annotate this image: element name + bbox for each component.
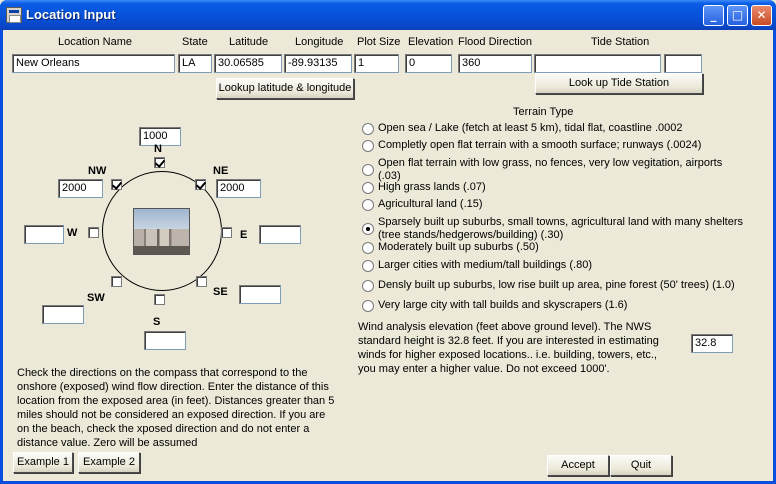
- location-name-label: Location Name: [58, 36, 132, 48]
- southeast-checkbox[interactable]: [196, 276, 207, 287]
- terrain-radio-6[interactable]: [362, 223, 374, 235]
- terrain-radio-10[interactable]: [362, 300, 374, 312]
- terrain-option-label[interactable]: [378, 241, 539, 254]
- southeast-label: SE: [213, 286, 228, 298]
- window-title: Location Input: [26, 7, 116, 22]
- longitude-label: Longitude: [295, 36, 344, 48]
- east-distance-input[interactable]: [259, 225, 301, 244]
- state-input[interactable]: LA: [178, 54, 212, 73]
- terrain-option-line: Very large city with tall builds and skyscrapers (1.6): [378, 299, 628, 311]
- latitude-label: Latitude: [229, 36, 269, 48]
- wind-elevation-input[interactable]: 32.8: [691, 334, 733, 353]
- tide-station-label: Tide Station: [591, 36, 650, 48]
- wind-note-line: Wind analysis elevation (feet above ground level). The NWS: [358, 321, 652, 333]
- maximize-icon: □: [731, 8, 744, 22]
- terrain-radio-2[interactable]: [362, 140, 374, 152]
- instruction-line: on the beach, check the xposed direction and do not enter a: [17, 423, 310, 435]
- terrain-option-line: Moderately built up suburbs (.50): [378, 241, 539, 253]
- lookup-lat-long-button[interactable]: Lookup latitude & longitude: [216, 78, 354, 99]
- west-distance-input[interactable]: [24, 225, 64, 244]
- minimize-icon: _: [710, 8, 717, 22]
- north-distance-input[interactable]: 1000: [139, 127, 181, 146]
- terrain-option-label[interactable]: [378, 122, 683, 135]
- tide-station-code-input[interactable]: [664, 54, 702, 73]
- north-label: N: [154, 143, 162, 155]
- terrain-option-label[interactable]: [378, 279, 735, 292]
- terrain-option-line: (tree stands/hedgerows/building) (.30): [378, 229, 564, 241]
- instruction-line: location from the exposed area (in feet). Distances greater than 5: [17, 395, 335, 407]
- close-button[interactable]: [751, 5, 772, 26]
- southwest-label: SW: [87, 292, 105, 304]
- north-checkbox[interactable]: [154, 157, 165, 168]
- example-2-button[interactable]: Example 2: [78, 452, 140, 473]
- northeast-checkbox[interactable]: [195, 179, 206, 190]
- app-icon: [6, 7, 22, 23]
- terrain-option-line: Sparsely built up suburbs, small towns, agricultural land with many shelters: [378, 216, 743, 228]
- terrain-option-line: High grass lands (.07): [378, 181, 486, 193]
- state-label: State: [182, 36, 208, 48]
- wind-note-line: winds for higher exposed locations.. i.e. building, towers, etc.,: [358, 349, 657, 361]
- terrain-option-label[interactable]: [378, 259, 592, 272]
- terrain-radio-5[interactable]: [362, 199, 374, 211]
- south-distance-input[interactable]: [144, 331, 186, 350]
- southwest-checkbox[interactable]: [111, 276, 122, 287]
- terrain-radio-9[interactable]: [362, 280, 374, 292]
- northeast-distance-input[interactable]: 2000: [216, 179, 261, 198]
- northwest-distance-input[interactable]: 2000: [58, 179, 103, 198]
- terrain-option-label[interactable]: [378, 198, 483, 211]
- northeast-label: NE: [213, 165, 229, 177]
- terrain-radio-8[interactable]: [362, 260, 374, 272]
- longitude-input[interactable]: -89.93135: [284, 54, 352, 73]
- terrain-type-heading: Terrain Type: [513, 106, 574, 118]
- terrain-radio-3[interactable]: [362, 164, 374, 176]
- elevation-input[interactable]: 0: [405, 54, 452, 73]
- terrain-option-line: Densly built up suburbs, low rise built up area, pine forest (50' trees) (1.0): [378, 279, 735, 291]
- south-label: S: [153, 316, 161, 328]
- compass-instructions: [17, 366, 334, 450]
- wind-note-line: standard height is 32.8 feet. If you are interested in estimating: [358, 335, 659, 347]
- east-checkbox[interactable]: [221, 227, 232, 238]
- west-label: W: [67, 227, 78, 239]
- close-icon: ✕: [756, 8, 767, 22]
- southwest-distance-input[interactable]: [42, 305, 84, 324]
- instruction-line: miles should not be considered an exposed direction. If you are: [17, 409, 326, 421]
- terrain-radio-1[interactable]: [362, 123, 374, 135]
- south-checkbox[interactable]: [154, 294, 165, 305]
- quit-button[interactable]: Quit: [610, 455, 672, 476]
- maximize-button[interactable]: [727, 5, 748, 26]
- wind-note-line: you may enter a higher value. Do not exceed 1000'.: [358, 363, 610, 375]
- terrain-option-line: Completly open flat terrain with a smooth surface; runways (.0024): [378, 139, 702, 151]
- instruction-line: distance value. Zero will be assumed: [17, 437, 198, 449]
- plot-size-input[interactable]: 1: [354, 54, 399, 73]
- terrain-option-label[interactable]: [378, 139, 701, 152]
- terrain-option-line: Open sea / Lake (fetch at least 5 km), tidal flat, coastline .0002: [378, 122, 683, 134]
- accept-button[interactable]: Accept: [547, 455, 609, 476]
- terrain-radio-4[interactable]: [362, 182, 374, 194]
- terrain-option-label[interactable]: [378, 157, 722, 183]
- west-checkbox[interactable]: [88, 227, 99, 238]
- location-photo: [133, 208, 190, 255]
- northwest-label: NW: [88, 165, 107, 177]
- terrain-option-label[interactable]: [378, 216, 743, 242]
- form-area: [3, 30, 773, 481]
- location-name-input[interactable]: New Orleans: [12, 54, 175, 73]
- minimize-button[interactable]: [703, 5, 724, 26]
- elevation-label: Elevation: [408, 36, 454, 48]
- plot-size-label: Plot Size: [357, 36, 401, 48]
- terrain-option-label[interactable]: [378, 181, 486, 194]
- terrain-option-line: Open flat terrain with low grass, no fences, very low vegitation, airports: [378, 157, 723, 169]
- southeast-distance-input[interactable]: [239, 285, 281, 304]
- terrain-option-line: (.03): [378, 170, 401, 182]
- terrain-option-line: Larger cities with medium/tall buildings (.80): [378, 259, 592, 271]
- title-bar[interactable]: [0, 0, 776, 30]
- latitude-input[interactable]: 30.06585: [214, 54, 282, 73]
- terrain-option-line: Agricultural land (.15): [378, 198, 483, 210]
- flood-direction-label: Flood Direction: [458, 36, 532, 48]
- flood-direction-input[interactable]: 360: [458, 54, 532, 73]
- example-1-button[interactable]: Example 1: [13, 452, 73, 473]
- lookup-tide-station-button[interactable]: Look up Tide Station: [535, 73, 703, 94]
- instruction-line: onshore (exposed) wind flow direction. Enter the distance of this: [17, 381, 329, 393]
- east-label: E: [240, 229, 248, 241]
- terrain-option-label[interactable]: [378, 299, 627, 312]
- wind-analysis-note: [358, 320, 659, 376]
- northwest-checkbox[interactable]: [111, 179, 122, 190]
- tide-station-input[interactable]: [534, 54, 661, 73]
- instruction-line: Check the directions on the compass that correspond to the: [17, 367, 308, 379]
- terrain-radio-7[interactable]: [362, 242, 374, 254]
